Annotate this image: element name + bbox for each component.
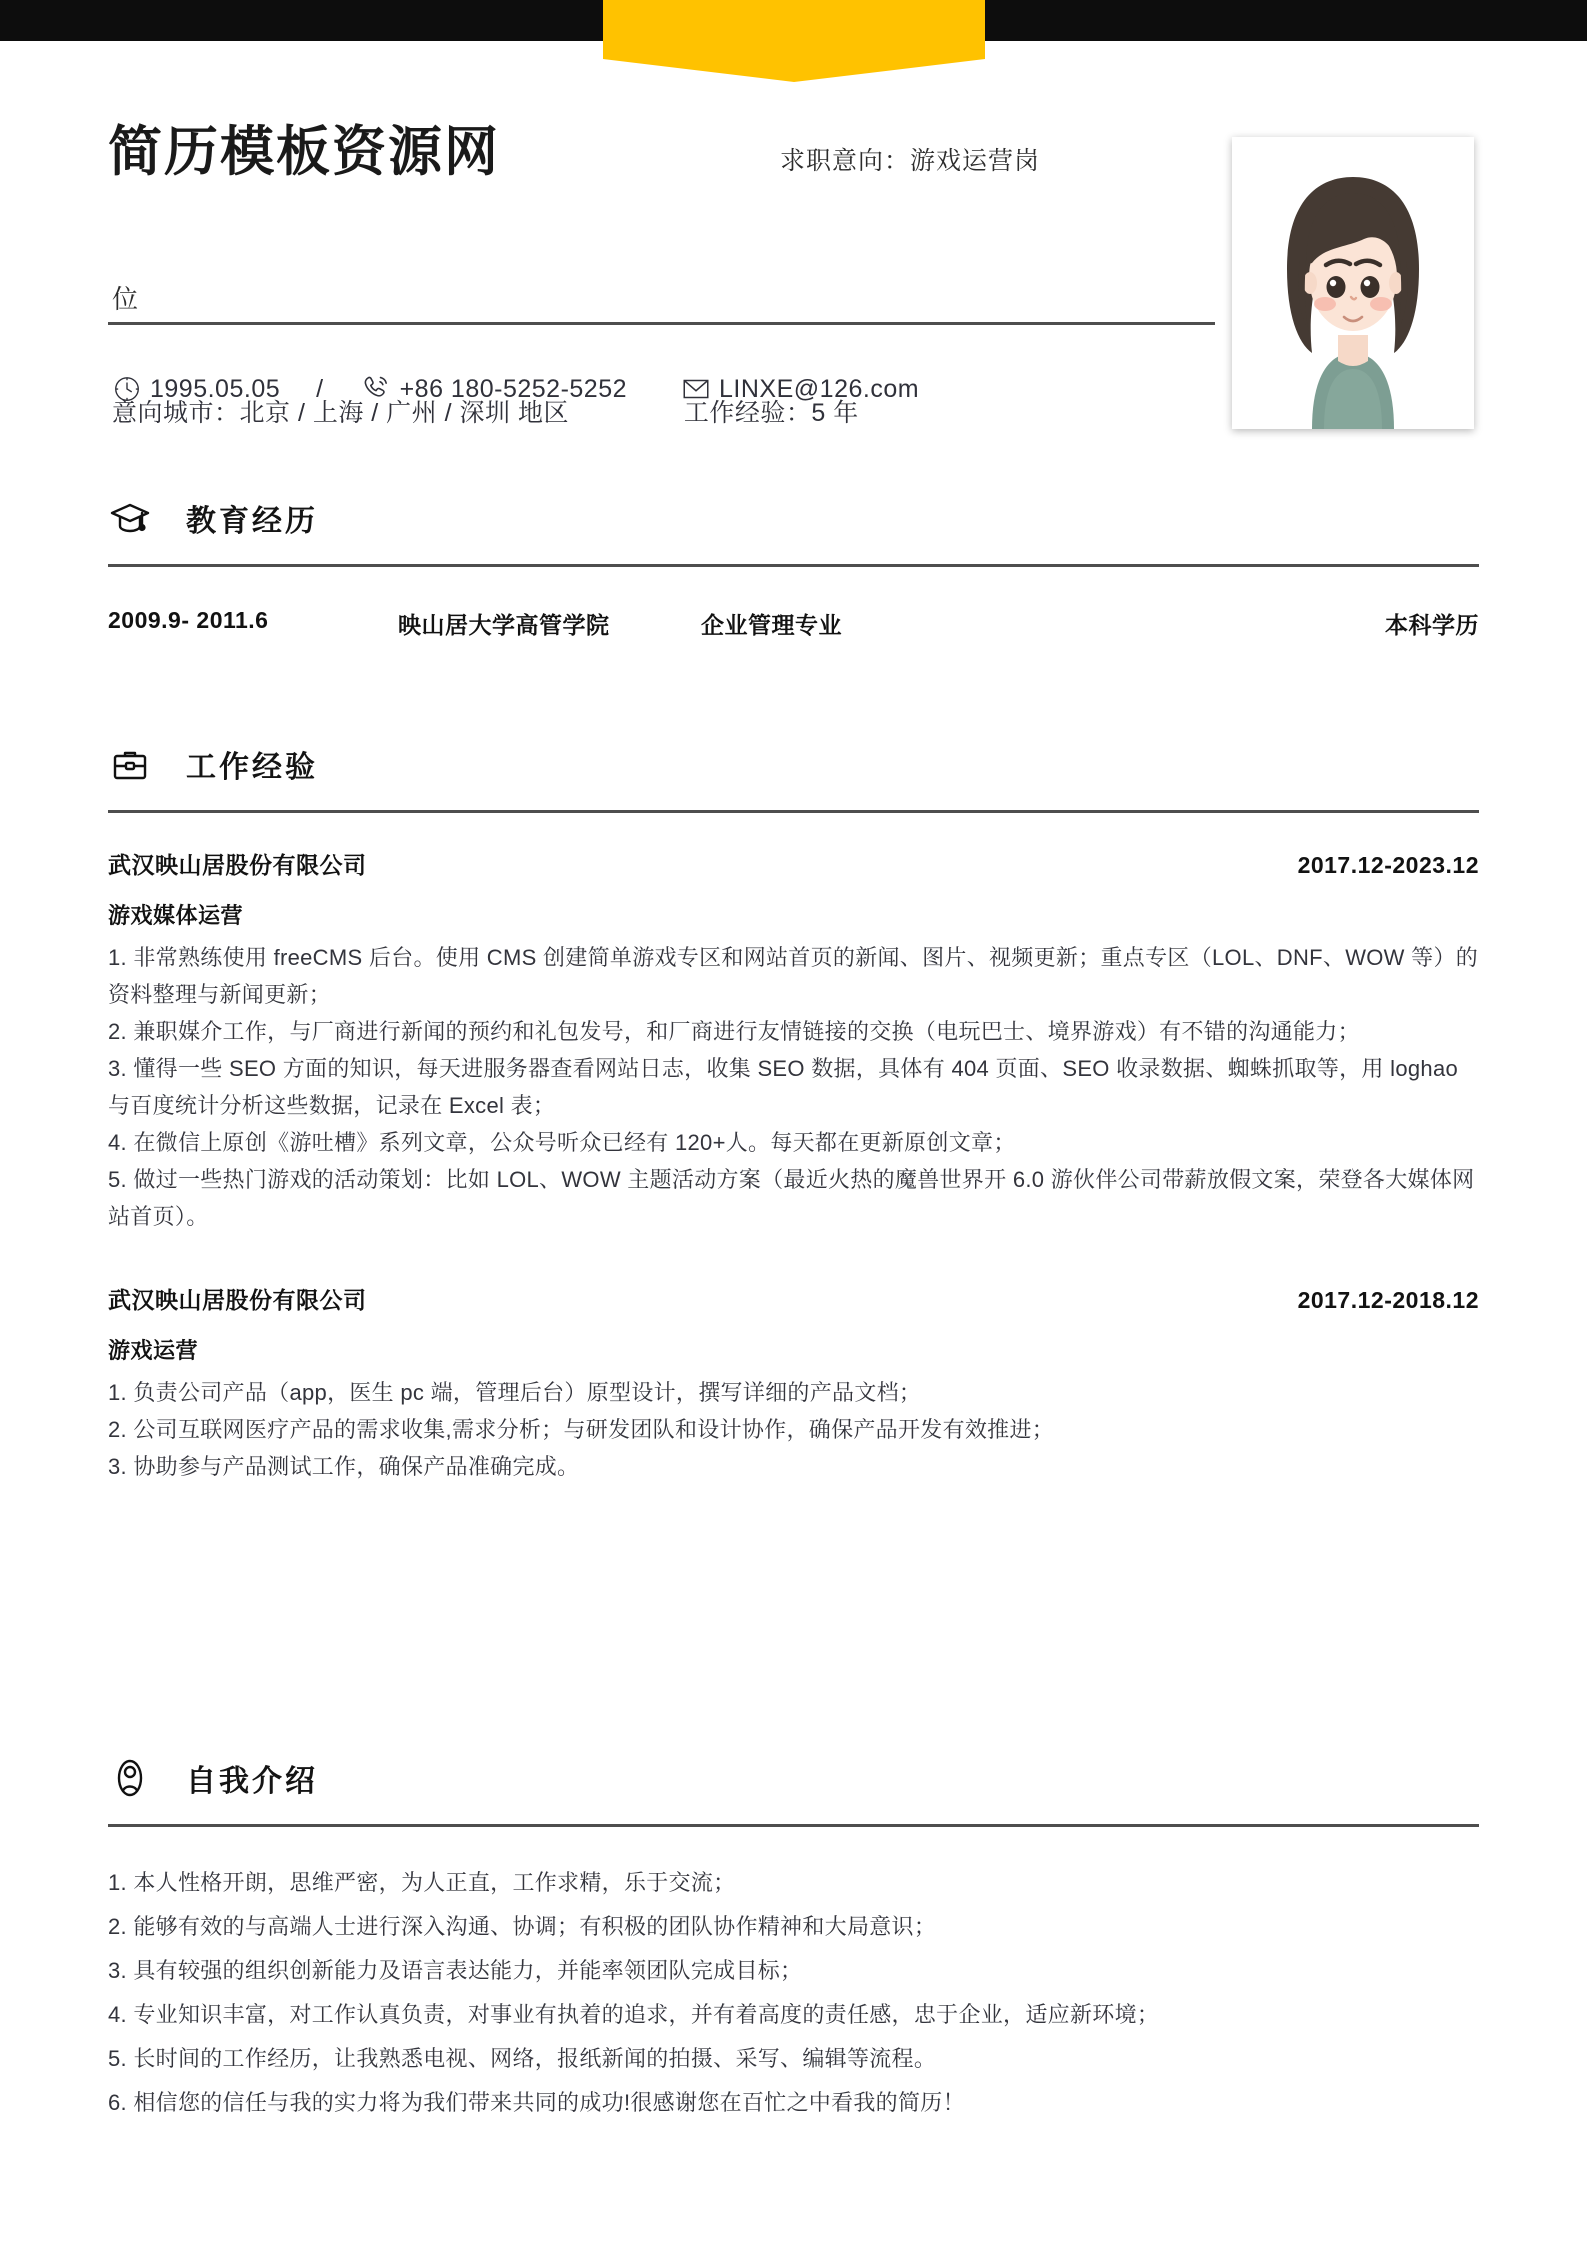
position-word: 位 [112, 284, 139, 314]
self-intro-item: 5. 长时间的工作经历，让我熟悉电视、网络，报纸新闻的拍摄、采写、编辑等流程。 [108, 2046, 937, 2071]
work-entry [108, 847, 1479, 1236]
phone-value: +86 180-5252-5252 [399, 374, 628, 403]
job-intent-label: 求职意向：游戏运营岗 [780, 147, 1041, 175]
education-section-header [108, 492, 1479, 544]
work-bullet: 3. 协助参与产品测试工作，确保产品准确完成。 [108, 1453, 580, 1479]
work-entry-heading [108, 1282, 1479, 1315]
birthday-value: 1995.05.05 [150, 374, 281, 403]
work-bullet: 2. 兼职媒介工作，与厂商进行新闻的预约和礼包发号，和厂商进行友情链接的交换（电玩巴士、境界游戏）有不错的沟通能力； [108, 1018, 1360, 1044]
work-section-title: 工作经验 [186, 751, 318, 784]
self-intro-item: 6. 相信您的信任与我的实力将为我们带来共同的成功!很感谢您在百忙之中看我的简历！ [108, 2090, 965, 2115]
self-intro-item: 1. 本人性格开朗，思维严密，为人正直，工作求精，乐于交流； [108, 1870, 736, 1895]
education-school: 映山居大学高管学院 [398, 612, 610, 638]
avatar-photo [1232, 137, 1474, 429]
resume-header [0, 41, 1587, 427]
work-years-value: 工作经验：5 年 [683, 399, 859, 427]
work-divider [108, 810, 1479, 813]
work-experience-section [108, 738, 1479, 1485]
header-divider [108, 322, 1215, 325]
education-major: 企业管理专业 [701, 612, 842, 638]
work-entry [108, 1282, 1479, 1486]
self-intro-section-header [108, 1752, 1479, 1804]
work-company: 武汉映山居股份有限公司 [108, 1286, 367, 1313]
work-bullet: 4. 在微信上原创《游吐槽》系列文章，公众号听众已经有 120+人。每天都在更新原创文章； [108, 1129, 1016, 1155]
intended-cities-value: 意向城市：北京 / 上海 / 广州 / 深圳 地区 [112, 399, 569, 427]
education-divider [108, 564, 1479, 567]
education-date: 2009.9- 2011.6 [108, 607, 269, 633]
self-intro-item: 3. 具有较强的组织创新能力及语言表达能力，并能率领团队完成目标； [108, 1958, 803, 1983]
self-intro-section-title: 自我介绍 [186, 1765, 318, 1798]
education-section-title: 教育经历 [186, 505, 318, 538]
work-role: 游戏媒体运营 [108, 903, 244, 928]
work-period: 2017.12-2023.12 [1297, 852, 1479, 878]
page-title: 简历模板资源网 [108, 122, 500, 182]
work-period: 2017.12-2018.12 [1297, 1286, 1479, 1313]
briefcase-icon [108, 746, 164, 782]
location-experience-row [112, 393, 859, 429]
avatar [1232, 137, 1474, 429]
work-bullet-list [108, 940, 1479, 1236]
graduation-cap-icon [108, 500, 164, 536]
contact-separator-1: / [316, 374, 324, 403]
email-value: LINXE@126.com [719, 374, 920, 403]
self-intro-list [108, 1861, 1479, 2125]
work-entry-heading [108, 847, 1479, 880]
work-bullet: 1. 负责公司产品（app，医生 pc 端，管理后台）原型设计，撰写详细的产品文档； [108, 1379, 922, 1405]
self-intro-item: 2. 能够有效的与高端人士进行深入沟通、协调；有积极的团队协作精神和大局意识； [108, 1914, 937, 1939]
work-bullet: 3. 懂得一些 SEO 方面的知识，每天进服务器查看网站日志，收集 SEO 数据，具体有 404 页面、SEO 收录数据、蜘蛛抓取等，用 loghao 与百度统计分析这些数据，记录在 Excel 表； [108, 1055, 1459, 1118]
self-introduction-section [108, 1752, 1479, 2141]
work-bullet-list [108, 1375, 1479, 1486]
education-row [108, 607, 1479, 640]
education-degree: 本科学历 [1385, 612, 1479, 638]
work-bullet: 5. 做过一些热门游戏的活动策划：比如 LOL、WOW 主题活动方案（最近火热的魔兽世界开 6.0 游伙伴公司带薪放假文案，荣登各大媒体网站首页）。 [108, 1166, 1475, 1229]
self-intro-item: 4. 专业知识丰富，对工作认真负责，对事业有执着的追求，并有着高度的责任感，忠于企业，适应新环境； [108, 2002, 1160, 2027]
work-section-header [108, 738, 1479, 790]
work-role: 游戏运营 [108, 1337, 199, 1363]
education-section [108, 492, 1479, 640]
work-company: 武汉映山居股份有限公司 [108, 852, 367, 878]
work-bullet: 2. 公司互联网医疗产品的需求收集,需求分析；与研发团队和设计协作，确保产品开发有效推进； [108, 1416, 1055, 1442]
person-icon [108, 1758, 164, 1798]
self-intro-divider [108, 1824, 1479, 1827]
work-bullet: 1. 非常熟练使用 freeCMS 后台。使用 CMS 创建简单游戏专区和网站首页的新闻、图片、视频更新；重点专区（LOL、DNF、WOW 等）的资料整理与新闻更新； [108, 945, 1479, 1007]
